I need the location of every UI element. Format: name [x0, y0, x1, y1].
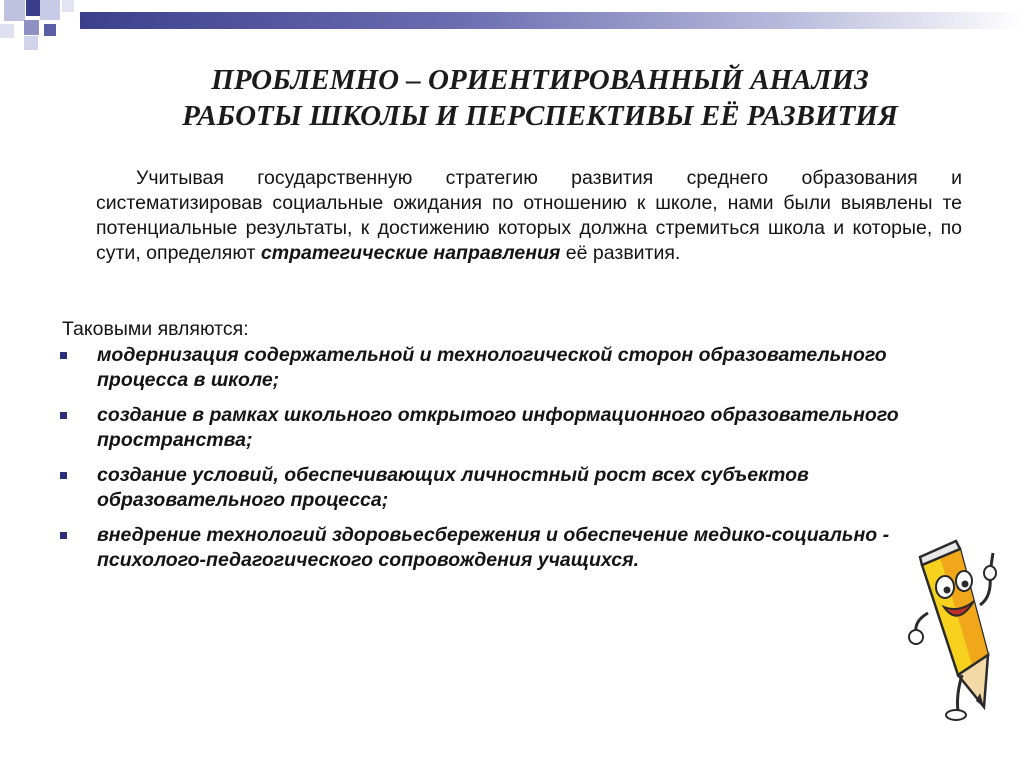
intro-paragraph: [96, 166, 962, 266]
header-gradient-bar: [80, 12, 1024, 29]
decorative-square: [0, 24, 14, 38]
list-item-text: внедрение технологий здоровьесбережения и обеспечение медико-социально - психолого-педагогического сопровождения учащихся.: [97, 524, 890, 571]
list-item-text: создание в рамках школьного открытого информационного образовательного пространства;: [97, 404, 899, 451]
decorative-square: [44, 24, 56, 36]
title-line-1: ПРОБЛЕМНО – ОРИЕНТИРОВАННЫЙ АНАЛИЗ: [211, 64, 869, 96]
list-lead: Таковыми являются:: [62, 318, 249, 340]
directions-list: [56, 343, 916, 583]
slide-title: [60, 62, 1020, 134]
list-item-text: модернизация содержательной и технологической сторон образовательного процесса в школе;: [97, 344, 887, 391]
intro-text: Учитывая государственную стратегию развития среднего образования и систематизировав социальные ожидания по отношению к школе, нами были выявлены те потенциальные результаты, к достижению которых должна стремиться школа и которые, по сути, определяют: [96, 167, 962, 264]
cartoon-pencil-icon: [900, 535, 1000, 725]
square-bullet-icon: [60, 412, 67, 419]
decorative-square: [24, 20, 39, 35]
decorative-square: [62, 0, 74, 12]
square-bullet-icon: [60, 352, 67, 359]
intro-tail: её развития.: [560, 242, 681, 264]
decorative-square: [40, 0, 60, 20]
title-line-2: РАБОТЫ ШКОЛЫ И ПЕРСПЕКТИВЫ ЕЁ РАЗВИТИЯ: [182, 100, 898, 132]
list-item: [56, 343, 916, 393]
list-item: [56, 403, 916, 453]
list-item: [56, 523, 916, 573]
intro-emphasis: стратегические направления: [260, 242, 561, 264]
list-item-text: создание условий, обеспечивающих личностный рост всех субъектов образовательного процесса;: [97, 464, 809, 511]
square-bullet-icon: [60, 532, 67, 539]
decorative-square: [4, 0, 25, 21]
list-item: [56, 463, 916, 513]
decorative-square: [24, 36, 38, 50]
square-bullet-icon: [60, 472, 67, 479]
